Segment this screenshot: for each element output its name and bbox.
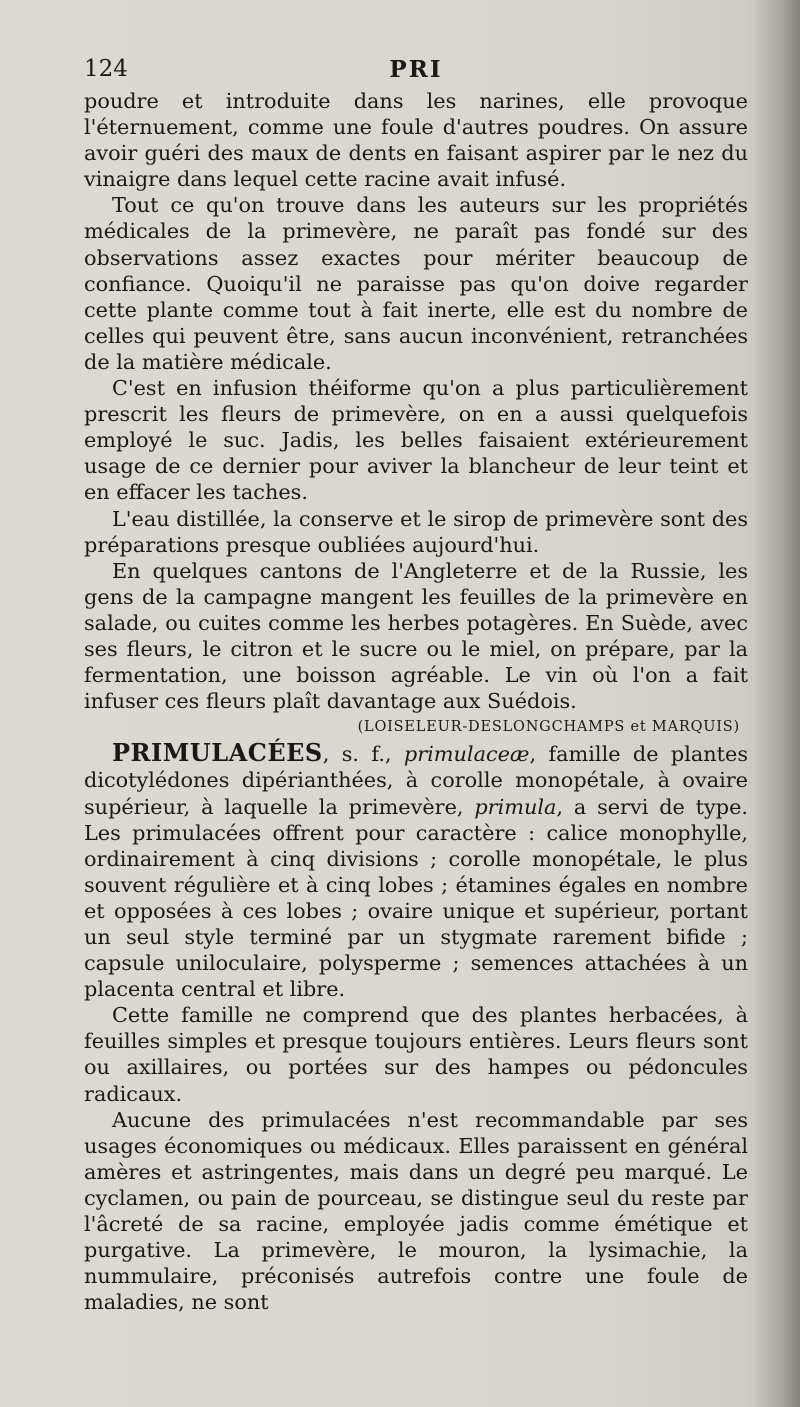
entry-primulacees (84, 740, 748, 1002)
page-spine-shadow (754, 0, 800, 1407)
entry-grammar: , s. f., (322, 742, 404, 767)
entry-latin-name: primulaceæ (403, 742, 530, 767)
entry-characters: , a servi de type. Les primulacées offrent pour caractère : calice monophylle, ordinairement à cinq divisions ; corolle monopétale, le plus souvent régulière et à cinq lobes ; étamines égales en nombre et opposées à ces lobes ; ovaire unique et supérieur, portant un seul style terminé par un stygmate rarement bifide ; capsule uniloculaire, polysperme ; semences attachées à un placenta central et libre. (84, 794, 749, 1002)
body-text (84, 88, 748, 1315)
page-header (84, 56, 748, 90)
paragraph-5: En quelques cantons de l'Angleterre et de la Russie, les gens de la campagne mangent les feuilles de la primevère en salade, ou cuites comme les herbes potagères. En Suède, avec ses fleurs, le citron et le sucre ou le miel, on prépare, par la fermentation, une boisson agréable. Le vin où l'on a fait infuser ces fleurs plaît davantage aux Suédois. (84, 558, 748, 714)
page-number: 124 (84, 56, 128, 82)
paragraph-7: Aucune des primulacées n'est recommandable par ses usages économiques ou médicaux. Elles paraissent en général amères et astringentes, mais dans un degré peu marqué. Le cyclamen, ou pain de pourceau, se distingue seul du reste par l'âcreté de sa racine, employée jadis comme émétique et purgative. La primevère, le mouron, la lysimachie, la nummulaire, préconisés autrefois contre une foule de maladies, ne sont (84, 1107, 748, 1315)
paragraph-6: Cette famille ne comprend que des plantes herbacées, à feuilles simples et presque toujours entières. Leurs fleurs sont ou axillaires, ou portées sur des hampes ou pédoncules radicaux. (84, 1003, 748, 1106)
paragraph-2: Tout ce qu'on trouve dans les auteurs sur les propriétés médicales de la primevère, ne paraît pas fondé sur des observations assez exactes pour mériter beaucoup de confiance. Quoiqu'il ne paraisse pas qu'on doive regarder cette plante comme tout à fait inerte, elle est du nombre de celles qui peuvent être, sans aucun inconvénient, retranchées de la matière médicale. (84, 193, 748, 374)
entry-latin-type: primula (474, 794, 557, 819)
entry-headword: PRIMULACÉES (112, 738, 323, 768)
paragraph-4: L'eau distillée, la conserve et le sirop de primevère sont des préparations presque oubliées aujourd'hui. (84, 506, 748, 557)
author-attribution: (LOISELEUR-DESLONGCHAMPS et MARQUIS) (357, 719, 740, 736)
paragraph-3: C'est en infusion théiforme qu'on a plus particulièrement prescrit les fleurs de primevère, on en a aussi quelquefois employé le suc. Jadis, les belles faisaient extérieurement usage de ce dernier pour aviver la blancheur de leur teint et en effacer les taches. (84, 376, 748, 505)
paragraph-1: poudre et introduite dans les narines, elle provoque l'éternuement, comme une foule d'autres poudres. On assure avoir guéri des maux de dents en faisant aspirer par le nez du vinaigre dans lequel cette racine avait infusé. (84, 89, 748, 192)
entry-definition: , famille de plantes dicotylédones dipérianthées, à corolle monopétale, à ovaire supérieur, à laquelle la primevère, (84, 742, 748, 819)
running-head: PRI (389, 56, 443, 83)
